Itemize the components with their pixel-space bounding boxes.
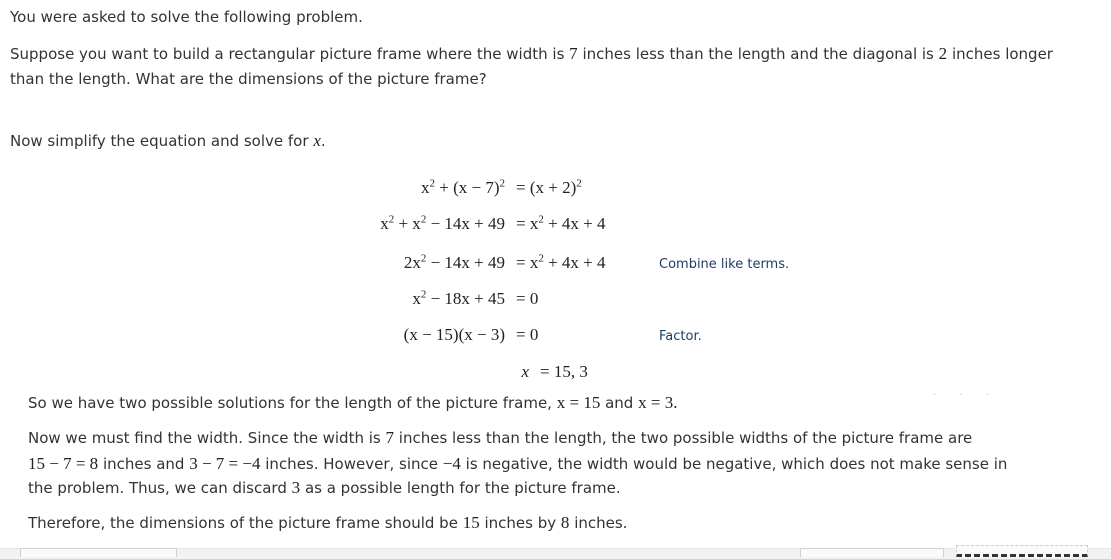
instruction-text (10, 131, 326, 151)
solution-text: inches. However, since (265, 455, 438, 473)
equation-5-lhs: (x − 15)(x − 3) (403, 325, 505, 344)
solution-math: 15 − 7 = 8 (28, 454, 99, 473)
solution-text: and (605, 394, 634, 412)
solution-math: x = 3. (638, 393, 678, 412)
problem-number-7: 7 (569, 44, 578, 63)
solution-paragraph-2-line-3 (28, 478, 621, 498)
equation-2-lhs: $x^2 + x^2 - 14x + 49$ (380, 213, 505, 233)
solution-text: inches and (102, 455, 185, 473)
solution-math: −4 (442, 454, 461, 473)
solution-math: x = 15 (556, 393, 601, 412)
solution-text: inches. (574, 514, 628, 532)
solution-paragraph-1 (28, 393, 677, 413)
solution-text: So we have two possible solutions for the length of the picture frame, (28, 394, 552, 412)
equation-4-lhs: $x^2 - 18x + 45$ (412, 288, 505, 308)
problem-number-2: 2 (938, 44, 948, 63)
equation-3-rhs: = $x^2 + 4x + 4$ (516, 252, 606, 272)
problem-statement-line-1 (10, 44, 1053, 64)
solution-paragraph-2-line-2 (28, 454, 1007, 474)
solution-text: is negative, the width would be negative, which does not make sense in (465, 455, 1008, 473)
solution-math: 3 − 7 = −4 (189, 454, 261, 473)
solution-text: inches by (484, 514, 557, 532)
problem-text: inches less than the length and the diagonal is (582, 45, 934, 63)
solution-math: 7 (385, 428, 394, 447)
solution-text: the problem. Thus, we can discard (28, 479, 287, 497)
solution-math: 15 (462, 513, 480, 532)
intro-text: You were asked to solve the following problem. (10, 8, 363, 26)
equation-2-rhs: = $x^2 + 4x + 4$ (516, 213, 606, 233)
solution-paragraph-3 (28, 513, 627, 533)
equation-5-rhs: = 0 (516, 325, 539, 344)
combine-like-terms-note: Combine like terms. (659, 257, 790, 272)
instruction-period: . (320, 132, 326, 150)
solution-math: 3 (291, 478, 301, 497)
bottom-tab-middle[interactable] (800, 548, 944, 557)
equation-6-lhs: x (521, 362, 529, 381)
bottom-toolbar (0, 548, 1111, 559)
instruction-label: Now simplify the equation and solve for (10, 132, 309, 150)
problem-text: Suppose you want to build a rectangular picture frame where the width is (10, 45, 565, 63)
solution-text: Now we must find the width. Since the width is (28, 429, 381, 447)
equation-6-rhs: = 15, 3 (540, 362, 588, 381)
instruction-variable: x (313, 131, 321, 150)
factor-note: Factor. (659, 329, 702, 344)
solution-math: 8 (560, 513, 570, 532)
equation-1-rhs: = $(x + 2)^2$ (516, 177, 582, 197)
decorative-dots: · · · (933, 390, 999, 401)
solution-text: Therefore, the dimensions of the picture frame should be (28, 514, 458, 532)
equation-4-rhs: = 0 (516, 289, 539, 308)
solution-text: inches less than the length, the two possible widths of the picture frame are (398, 429, 973, 447)
equation-3-lhs: $2x^2 - 14x + 49$ (403, 252, 505, 272)
bottom-tab-left[interactable] (20, 548, 177, 557)
equation-1-lhs: $x^2 + (x - 7)^2$ (421, 177, 505, 197)
problem-text: inches longer (951, 45, 1053, 63)
solution-paragraph-2-line-1 (28, 428, 972, 448)
bottom-tab-right[interactable] (956, 545, 1088, 557)
problem-statement-line-2: than the length. What are the dimensions of the picture frame? (10, 70, 487, 88)
solution-text: as a possible length for the picture frame. (304, 479, 621, 497)
